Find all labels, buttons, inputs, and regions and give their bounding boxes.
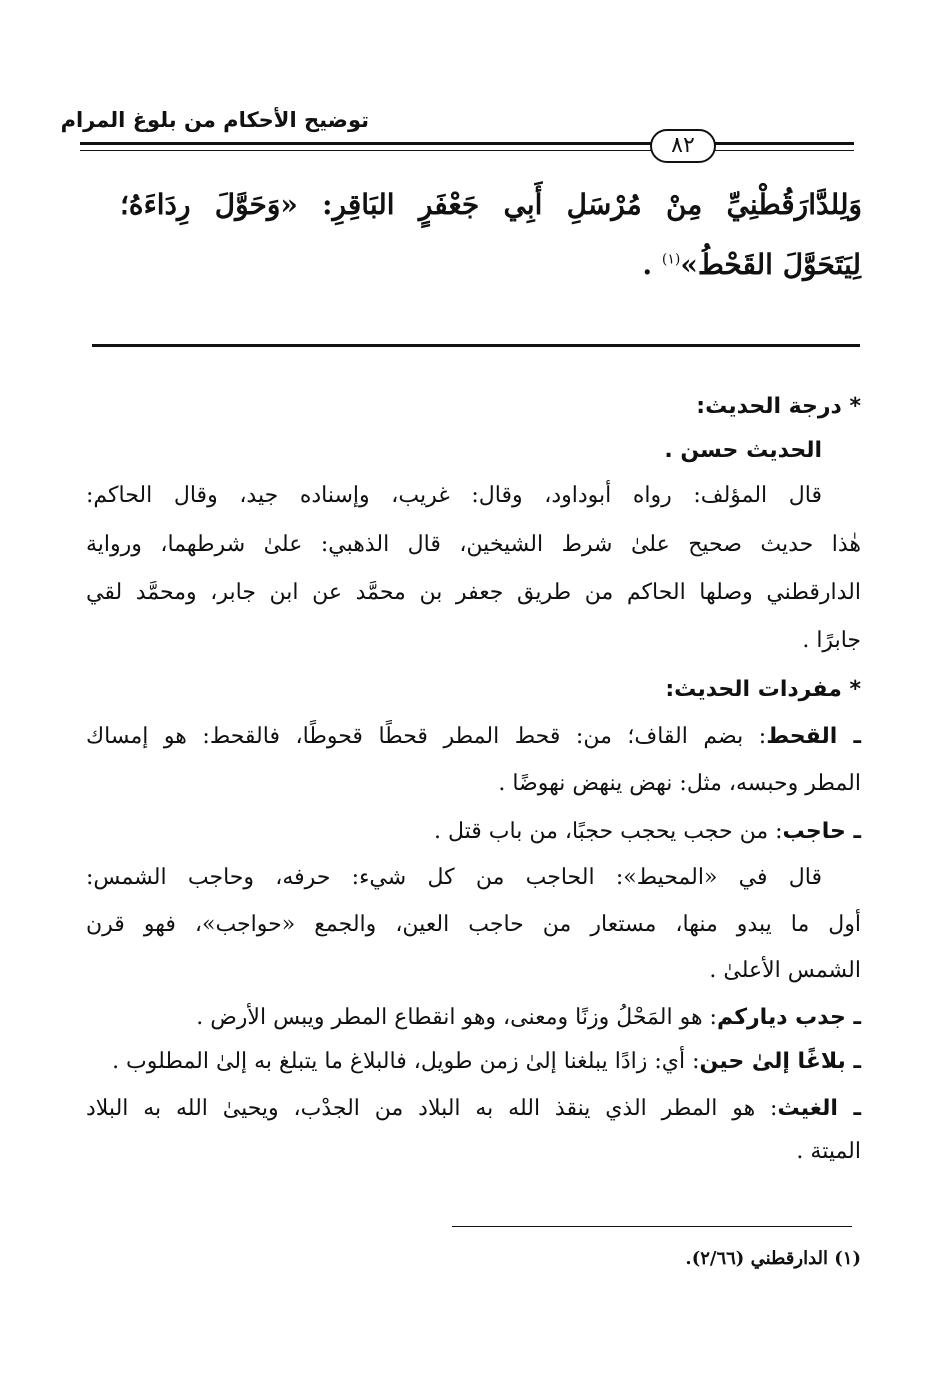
page-number: ٨٢ [650,129,716,163]
header-rule-bottom-right [714,150,854,151]
vocab-muhit-line-3: الشمس الأعلىٰ . [709,958,861,983]
section-divider [92,344,860,347]
grade-para-line-4: جابرًا . [802,628,861,653]
term-qaht: ـ القحط [766,724,861,749]
vocab-balagh-line [86,1047,861,1077]
header-rule-top-right [714,142,854,145]
footnote-text: (١) الدارقطني (٢/٦٦). [685,1248,861,1269]
grade-heading: * درجة الحديث: [696,394,861,419]
def-qaht: : بضم القاف؛ من: قحط المطر قحطًا قحوطًا، فالقحط: هو إمساك [86,724,767,749]
footnote-marker: (١) [661,251,681,268]
term-balagh: ـ بلاغًا إلىٰ حين [699,1049,861,1074]
hadith-line-1: وَلِلدَّارَقُطْنِيِّ مِنْ مُرْسَلِ أَبِي جَعْفَرٍ البَاقِرِ: «وَحَوَّلَ رِدَاءَهُ؛ [120,188,862,221]
def-ghayth: : هو المطر الذي ينقذ الله به البلاد من الجدْب، ويحيىٰ الله به البلاد [86,1096,778,1121]
def-balagh: : أي: زادًا يبلغنا إلىٰ زمن طويل، فالبلاغ ما يتبلغ به إلىٰ المطلوب . [112,1049,700,1074]
hadith-text: لِيَتَحَوَّلَ القَحْطُ» [680,248,861,281]
vocab-muhit-line-2: أول ما يبدو منها، مستعار من حاجب العين، والجمع «حواجب»، فهو قرن [86,912,861,937]
header-rule-top [80,142,652,145]
vocab-ghayth-line-1 [86,1094,861,1124]
vocab-ghayth-line-2: الميتة . [796,1139,861,1164]
hadith-line-2 [119,248,861,281]
grade-verdict: الحديث حسن . [664,438,822,463]
term-jadb: ـ جدب دياركم [716,1005,861,1030]
running-title: توضيح الأحكام من بلوغ المرام [60,108,369,132]
grade-para-line-3: الدارقطني وصلها الحاكم من طريق جعفر بن محمَّد عن ابن جابر، ومحمَّد لقي [86,580,861,605]
def-jadb: : هو المَحْلُ وزنًا ومعنى، وهو انقطاع المطر ويبس الأرض . [196,1005,717,1030]
vocab-hajib-line [86,817,861,847]
grade-para-line-1: قال المؤلف: رواه أبوداود، وقال: غريب، وإسناده جيد، وقال الحاكم: [86,483,822,508]
term-ghayth: ـ الغيث [777,1096,861,1121]
vocab-qaht-line-1 [86,722,861,752]
def-hajib: : من حجب يحجب حجبًا، من باب قتل . [434,819,783,844]
grade-para-line-2: هٰذا حديث صحيح علىٰ شرط الشيخين، قال الذهبي: علىٰ شرطهما، ورواية [86,532,861,557]
header-rule-bottom [80,150,652,151]
footnote-rule [452,1226,852,1227]
vocab-jadb-line [86,1003,861,1033]
term-hajib: ـ حاجب [782,819,861,844]
vocab-heading: * مفردات الحديث: [665,677,861,702]
hadith-end: . [642,248,662,281]
vocab-muhit-line-1: قال في «المحيط»: الحاجب من كل شيء: حرفه، وحاجب الشمس: [86,865,822,890]
vocab-qaht-line-2: المطر وحبسه، مثل: نهض ينهض نهوضًا . [498,771,861,796]
